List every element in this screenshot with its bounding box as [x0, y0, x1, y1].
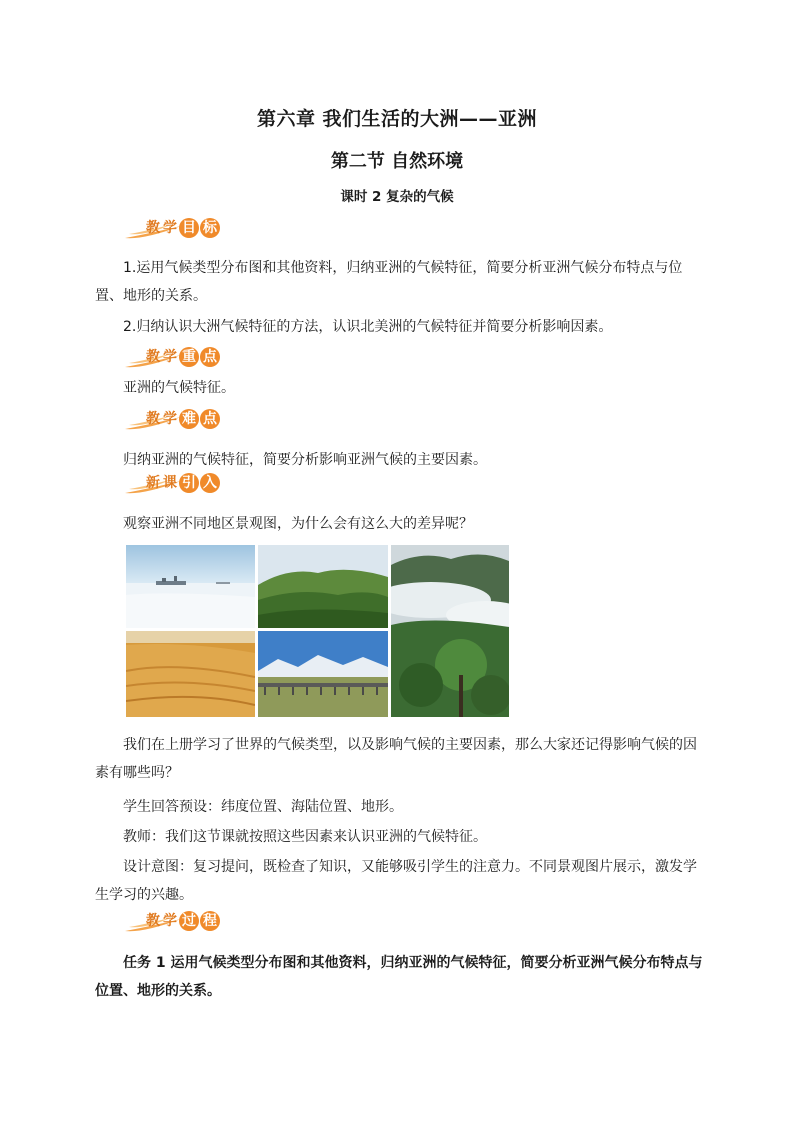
lesson-title: 课时 2 复杂的气候: [340, 189, 454, 205]
badge-char: 教: [146, 349, 160, 365]
intro-paragraph-1: 我们在上册学习了世界的气候类型，以及影响气候的主要因素，那么大家还记得影响气候的因素有哪些吗？: [95, 737, 697, 781]
badge-char: 教: [146, 913, 160, 929]
badge-char: 学: [163, 220, 177, 236]
badge-char: 目: [179, 218, 199, 238]
intro-paragraph-2: 学生回答预设：纬度位置、海陆位置、地形。: [123, 799, 403, 815]
badge-char: 教: [146, 220, 160, 236]
badge-char: 重: [179, 347, 199, 367]
photo-rainforest-mist: [391, 545, 509, 717]
key-points-text: 亚洲的气候特征。: [123, 380, 235, 396]
photo-snow-plain: [126, 545, 255, 628]
badge-char: 学: [163, 913, 177, 929]
badge-difficulties: [123, 407, 243, 433]
badge-char: 新: [146, 475, 160, 491]
badge-key-points: [123, 345, 243, 371]
task-1: 任务 1 运用气候类型分布图和其他资料，归纳亚洲的气候特征，简要分析亚洲气候分布特点与位置、地形的关系。: [95, 955, 703, 999]
badge-char: 过: [179, 911, 199, 931]
chapter-title: 第六章 我们生活的大洲——亚洲: [256, 108, 538, 130]
photo-desert-dunes: [126, 631, 255, 717]
objective-item-1: 1.运用气候类型分布图和其他资料，归纳亚洲的气候特征，简要分析亚洲气候分布特点与位置、地形的关系。: [95, 260, 683, 304]
badge-char: 引: [179, 473, 199, 493]
difficulties-text: 归纳亚洲的气候特征，简要分析影响亚洲气候的主要因素。: [123, 452, 487, 468]
badge-char: 难: [179, 409, 199, 429]
badge-process: [123, 909, 243, 935]
photo-plateau-railway: [258, 631, 388, 717]
intro-paragraph-3: 教师：我们这节课就按照这些因素来认识亚洲的气候特征。: [123, 829, 487, 845]
badge-char: 入: [200, 473, 220, 493]
badge-char: 点: [200, 347, 220, 367]
badge-char: 学: [163, 411, 177, 427]
badge-char: 程: [200, 911, 220, 931]
badge-char: 点: [200, 409, 220, 429]
badge-char: 标: [200, 218, 220, 238]
photo-forest-hills: [258, 545, 388, 628]
intro-question: 观察亚洲不同地区景观图，为什么会有这么大的差异呢？: [123, 516, 473, 532]
objective-item-2: 2.归纳认识大洲气候特征的方法，认识北美洲的气候特征并简要分析影响因素。: [123, 319, 613, 335]
badge-char: 课: [163, 475, 177, 491]
badge-char: 学: [163, 349, 177, 365]
intro-design-intent: 设计意图：复习提问，既检查了知识，又能够吸引学生的注意力。不同景观图片展示，激发学生学习的兴趣。: [95, 859, 697, 903]
badge-char: 教: [146, 411, 160, 427]
badge-objectives: [123, 216, 243, 242]
section-title: 第二节 自然环境: [330, 151, 464, 172]
badge-intro: [123, 471, 243, 497]
